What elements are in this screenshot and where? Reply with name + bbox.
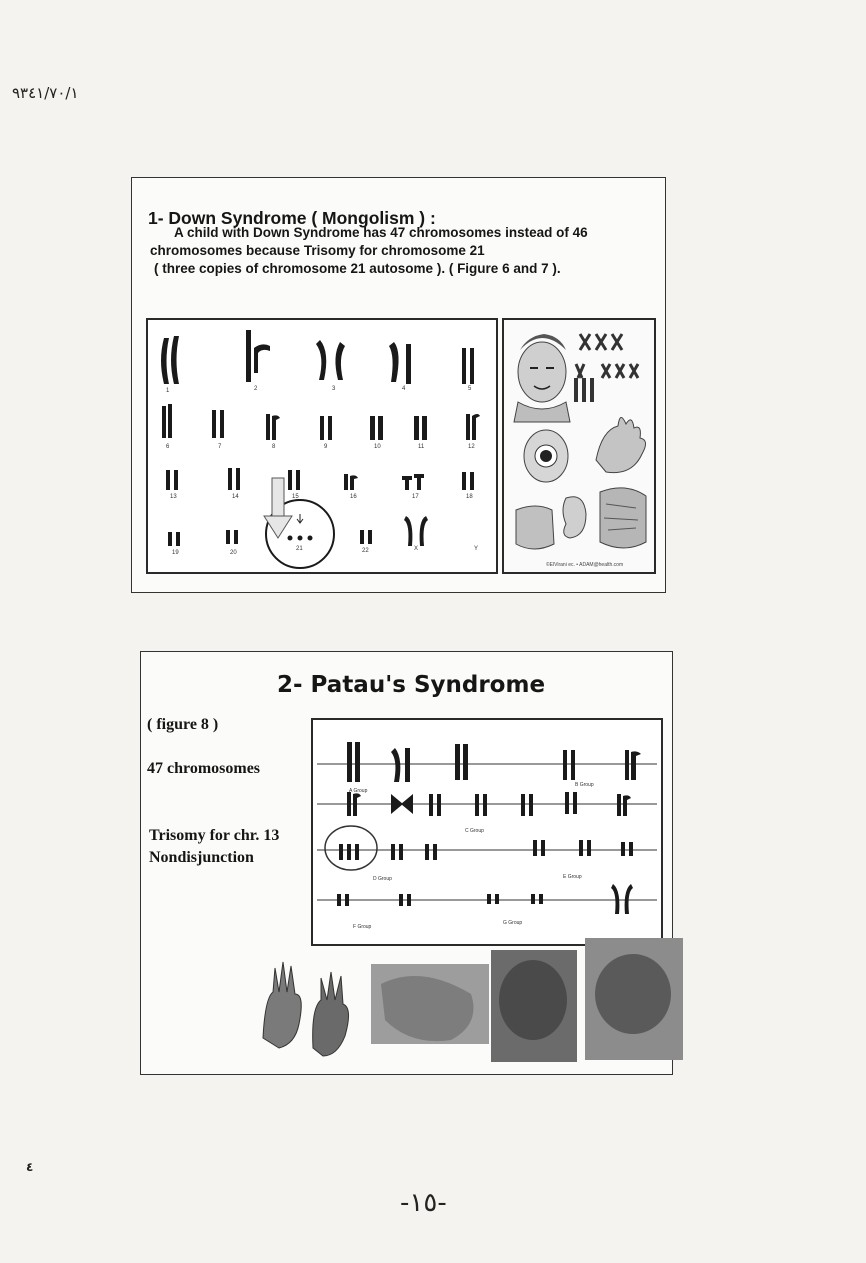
patau-syndrome-slide	[140, 651, 673, 1075]
trisomy-line: Trisomy for chr. 13	[149, 827, 280, 844]
label-8: 8	[272, 444, 276, 450]
down-syndrome-slide	[131, 177, 666, 593]
chromosome-count: 47 chromosomes	[147, 760, 261, 777]
nondisjunction-line: Nondisjunction	[149, 849, 254, 866]
label-1: 1	[166, 388, 170, 394]
karyotype-drawing	[148, 320, 500, 576]
label-21: 21	[296, 546, 303, 552]
patau-syndrome-title: 2- Patau's Syndrome	[277, 672, 546, 698]
down-syndrome-karyotype	[146, 318, 498, 574]
label-12: 12	[468, 444, 475, 450]
label-x: X	[414, 546, 419, 552]
chromosome-pair-1	[161, 336, 179, 384]
hands-photo	[263, 962, 349, 1056]
label-9: 9	[324, 444, 328, 450]
label-11: 11	[418, 444, 425, 450]
page-number: -١٥-	[400, 1188, 447, 1218]
group-label-e: E Group	[563, 874, 582, 880]
label-14: 14	[232, 494, 239, 500]
patient-photos-drawing	[257, 938, 683, 1066]
chromosome-pair-2	[246, 330, 270, 382]
side-mark: ٤	[26, 1160, 34, 1174]
description-line-3: ( three copies of chromosome 21 autosome ). ( Figure 6 and 7 ).	[154, 261, 561, 276]
label-4: 4	[402, 386, 406, 392]
description-line-1: A child with Down Syndrome has 47 chromosomes instead of 46	[174, 225, 588, 240]
label-16: 16	[350, 494, 357, 500]
figure-reference: ( figure 8 )	[147, 716, 219, 733]
label-10: 10	[374, 444, 381, 450]
label-18: 18	[466, 494, 473, 500]
label-17: 17	[412, 494, 419, 500]
chromosome-row-3	[166, 468, 474, 490]
patau-karyotype	[311, 718, 663, 946]
group-label-d: D Group	[373, 876, 392, 882]
label-7: 7	[218, 444, 222, 450]
label-5: 5	[468, 386, 472, 392]
label-3: 3	[332, 386, 336, 392]
description-line-2: chromosomes because Trisomy for chromosome 21	[150, 243, 485, 258]
group-label-b: B Group	[575, 782, 594, 788]
group-label-a: A Group	[349, 788, 368, 794]
down-syndrome-title: 1- Down Syndrome ( Mongolism ) :	[148, 208, 436, 228]
group-label-g: G Group	[503, 920, 523, 926]
label-y: Y	[474, 546, 479, 552]
group-label-c: C Group	[465, 828, 484, 834]
chromosome-row-2	[162, 404, 480, 440]
down-syndrome-features-illustration	[502, 318, 656, 574]
down-syndrome-description	[150, 224, 655, 278]
illustration-credit: ©ElVirani ec. • ADAM@health.com	[546, 562, 624, 568]
patau-karyotype-drawing	[313, 720, 665, 948]
group-label-f: F Group	[353, 924, 372, 930]
chromosome-pair-3	[316, 340, 345, 380]
label-15: 15	[292, 494, 299, 500]
label-22: 22	[362, 548, 369, 554]
label-20: 20	[230, 550, 237, 556]
chromosome-pair-4	[389, 342, 411, 384]
chromosome-pair-5	[462, 348, 474, 384]
label-6: 6	[166, 444, 170, 450]
document-code: ١/٠٧/١٤٣٩	[12, 84, 79, 102]
trisomy-note	[149, 825, 279, 869]
label-19: 19	[172, 550, 179, 556]
label-13: 13	[170, 494, 177, 500]
features-drawing	[504, 320, 658, 576]
patau-patient-photos	[257, 938, 683, 1066]
label-2: 2	[254, 386, 258, 392]
